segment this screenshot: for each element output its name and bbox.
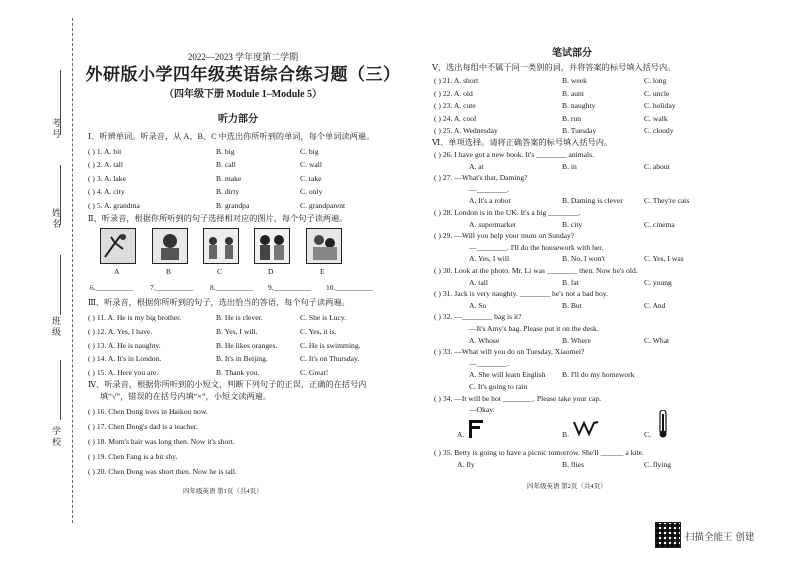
option-34c: C. bbox=[644, 430, 651, 439]
option-13b: B. He likes oranges. bbox=[216, 341, 278, 350]
option-15b: B. Thank you. bbox=[216, 368, 260, 377]
option-23c: C. holiday bbox=[644, 101, 676, 110]
question-stem: ( ) 30. Look at the photo. Mr. Li was ________ then. Now he's old. bbox=[434, 266, 638, 275]
option-15c: C. Great! bbox=[300, 368, 329, 377]
page-footer-2: 四年级英语 第2页（共4页） bbox=[527, 483, 607, 490]
option-b: B. in bbox=[562, 161, 577, 171]
answer-blank-8[interactable]: 8.__________ bbox=[210, 283, 254, 292]
page-subtitle: （四年级下册 Module 1–Module 5） bbox=[163, 89, 323, 100]
option-21b: B. week bbox=[562, 76, 587, 85]
part4-instructions-line1: Ⅳ、听录音，根据你所听到的小短文，判断下列句子的正误，正确的在括号内 bbox=[88, 380, 367, 389]
qr-code-icon bbox=[655, 522, 681, 548]
answer-blank-10[interactable]: 10.__________ bbox=[326, 283, 373, 292]
question-14: ( ) 14. A. It's in London. bbox=[88, 354, 162, 363]
answer-line: —________. bbox=[469, 358, 509, 368]
option-4b: B. dirty bbox=[216, 187, 240, 196]
question-13: ( ) 13. A. He is naughty. bbox=[88, 341, 161, 350]
part1-instructions: Ⅰ、听辨单词。听录音，从 A、B、C 中选出你所听到的单词，每个单词读两遍。 bbox=[88, 132, 375, 141]
option-12b: B. Yes, I will. bbox=[216, 327, 258, 336]
part6-instructions: Ⅵ、单项选择。请将正确答案的标号填入括号内。 bbox=[432, 138, 613, 147]
picture-e bbox=[306, 228, 342, 264]
option-c: C. about bbox=[644, 161, 670, 171]
option-1b: B. big bbox=[216, 147, 235, 156]
option-23b: B. naughty bbox=[562, 101, 596, 110]
option-c: C. They're cats bbox=[644, 196, 690, 206]
side-label-exam-number: 考号 bbox=[51, 118, 61, 140]
answer-line: A. Yes, I will bbox=[469, 254, 510, 264]
picture-label-e: E bbox=[320, 267, 325, 276]
blank-number: 10. bbox=[326, 283, 336, 292]
picture-label-c: C bbox=[217, 267, 223, 276]
option-13c: C. He is swimming. bbox=[300, 341, 361, 350]
question-18: ( ) 18. Mum's hair was long then. Now it's short. bbox=[88, 437, 235, 446]
question-19: ( ) 19. Chen Fang is a bit shy. bbox=[88, 452, 178, 461]
question-35: ( ) 35. Betty is going to have a picnic tomorrow. She'll ______ a kite. bbox=[434, 448, 644, 457]
option-b: B. Where bbox=[562, 335, 591, 345]
part2-instructions: Ⅱ、听录音，根据你所听到的句子选择相对应的图片，每个句子读两遍。 bbox=[88, 214, 348, 223]
question-stem: ( ) 29. —Will you help your mum on Sunday? bbox=[434, 231, 575, 241]
option-1c: C. big bbox=[300, 147, 319, 156]
option-12c: C. Yes, it is. bbox=[300, 327, 337, 336]
option-b: B. I'll do my homework bbox=[562, 370, 635, 380]
question-20: ( ) 20. Chen Dong was short then. Now he is tall. bbox=[88, 467, 237, 476]
question-25: ( ) 25. A. Wednesday bbox=[434, 126, 498, 135]
blank-number: 8. bbox=[210, 283, 216, 292]
answer-line: A. at bbox=[469, 161, 484, 171]
flag-icon bbox=[468, 420, 484, 438]
option-c: C. And bbox=[644, 300, 666, 310]
option-22b: B. aunt bbox=[562, 89, 584, 98]
answer-line: —________. I'll do the housework with her. bbox=[469, 242, 604, 252]
picture-label-b: B bbox=[166, 267, 172, 276]
blank-number: 6. bbox=[90, 283, 96, 292]
question-stem: ( ) 33. —What will you do on Tuesday, Xiaomei? bbox=[434, 347, 585, 357]
option-b: B. But bbox=[562, 300, 582, 310]
listening-heading: 听力部分 bbox=[218, 114, 258, 125]
option-4c: C. only bbox=[300, 187, 323, 196]
binding-line bbox=[72, 18, 73, 523]
option-3c: C. take bbox=[300, 174, 322, 183]
option-22c: C. uncle bbox=[644, 89, 670, 98]
side-label-school: 学校 bbox=[51, 426, 61, 448]
option-b: B. fat bbox=[562, 277, 579, 287]
option-5b: B. grandpa bbox=[216, 201, 250, 210]
option-34a: A. bbox=[457, 430, 465, 439]
answer-line: A. She will learn English bbox=[469, 370, 546, 380]
question-5: ( ) 5. A. grandma bbox=[88, 201, 140, 210]
option-c: C. What bbox=[644, 335, 670, 345]
question-stem: ( ) 31. Jack is very naughty. ________ he's not a bad boy. bbox=[434, 289, 608, 299]
option-21c: C. long bbox=[644, 76, 667, 85]
option-b: B. No, I won't bbox=[562, 254, 605, 264]
part3-instructions: Ⅲ、听录音，根据你所听到的句子，选出恰当的答语，每个句子读两遍。 bbox=[88, 298, 350, 307]
question-4: ( ) 4. A. city bbox=[88, 187, 125, 196]
answer-line: A. It's a robot bbox=[469, 196, 511, 206]
question-23: ( ) 23. A. cute bbox=[434, 101, 476, 110]
option-35c: C. flying bbox=[644, 460, 672, 469]
question-21: ( ) 21. A. short bbox=[434, 76, 479, 85]
option-24b: B. run bbox=[562, 114, 581, 123]
page-title: 外研版小学四年级英语综合练习题（三） bbox=[85, 65, 401, 84]
question-17: ( ) 17. Chen Dong's dad is a teacher. bbox=[88, 422, 198, 431]
option-2b: B. call bbox=[216, 160, 236, 169]
picture-a bbox=[100, 228, 136, 264]
picture-label-a: A bbox=[114, 267, 120, 276]
option-b: B. city bbox=[562, 219, 583, 229]
question-22: ( ) 22. A. old bbox=[434, 89, 473, 98]
question-24: ( ) 24. A. cool bbox=[434, 114, 477, 123]
answer-line: A. tall bbox=[469, 277, 488, 287]
question-12: ( ) 12. A. Yes, I have. bbox=[88, 327, 153, 336]
question-stem: ( ) 28. London is in the UK. It's a big ________. bbox=[434, 208, 581, 217]
question-stem: ( ) 27. —What's that, Daming? bbox=[434, 173, 528, 183]
question-16: ( ) 16. Chen Dong lives in Haikou now. bbox=[88, 407, 208, 416]
answer-line: A. supermarket bbox=[469, 219, 516, 229]
option-c: C. cinema bbox=[644, 219, 675, 229]
option-5c: C. grandparent bbox=[300, 201, 346, 210]
option-35a: A. fly bbox=[457, 460, 475, 469]
option-3b: B. make bbox=[216, 174, 242, 183]
option-11c: C. She is Lucy. bbox=[300, 313, 347, 322]
school-year: 2022—2023 学年度第二学期 bbox=[187, 52, 299, 62]
question-stem: ( ) 34. —It will be hot ________. Please take your cap. bbox=[434, 393, 602, 403]
option-b: B. Daming is clever bbox=[562, 196, 623, 206]
blank-number: 9. bbox=[268, 283, 274, 292]
option-34b: B. bbox=[562, 430, 569, 439]
option-25c: C. cloudy bbox=[644, 126, 674, 135]
zigzag-icon bbox=[573, 420, 599, 438]
writing-heading: 笔试部分 bbox=[552, 48, 592, 59]
answer-line: —It's Amy's bag. Please put it on the desk. bbox=[469, 324, 599, 333]
page-footer-1: 四年级英语 第1页（共4页） bbox=[183, 488, 263, 495]
side-line bbox=[60, 360, 61, 420]
question-11: ( ) 11. A. He is my big brother. bbox=[88, 313, 182, 322]
option-14c: C. It's on Thursday. bbox=[300, 354, 360, 363]
question-15: ( ) 15. A. Here you are. bbox=[88, 368, 159, 377]
answer-line: A. So bbox=[469, 300, 487, 310]
option-35b: B. flies bbox=[562, 460, 584, 469]
option-c: C. young bbox=[644, 277, 672, 287]
picture-label-d: D bbox=[268, 267, 274, 276]
option-11b: B. He is clever. bbox=[216, 313, 263, 322]
option-14b: B. It's in Beijing. bbox=[216, 354, 268, 363]
question-stem: ( ) 26. I have got a new book. It's ________ animals. bbox=[434, 150, 594, 159]
part5-instructions: Ⅴ、选出每组中不属于同一类别的词，并将答案的标号填入括号内。 bbox=[432, 63, 676, 72]
picture-d bbox=[254, 228, 290, 264]
option-2c: C. wall bbox=[300, 160, 322, 169]
question-3: ( ) 3. A. lake bbox=[88, 174, 126, 183]
answer-line: C. It's going to rain bbox=[469, 382, 528, 391]
question-stem: ( ) 32. —________ bag is it? bbox=[434, 312, 522, 322]
answer-blank-9[interactable]: 9.__________ bbox=[268, 283, 312, 292]
option-c: C. Yes, I was bbox=[644, 254, 684, 264]
answer-line: A. Whose bbox=[469, 335, 500, 345]
answer-blank-6[interactable]: 6.__________ bbox=[90, 283, 134, 292]
thermometer-icon bbox=[658, 410, 668, 438]
side-label-class: 班级 bbox=[51, 316, 61, 338]
option-25b: B. Tuesday bbox=[562, 126, 597, 135]
side-line bbox=[60, 255, 61, 315]
answer-line: —________. bbox=[469, 184, 509, 194]
question-2: ( ) 2. A. tall bbox=[88, 160, 124, 169]
side-label-name: 姓名 bbox=[51, 208, 61, 230]
option-24c: C. walk bbox=[644, 114, 668, 123]
picture-b bbox=[152, 228, 188, 264]
picture-c bbox=[203, 228, 239, 264]
blank-number: 7. bbox=[150, 283, 156, 292]
part4-instructions-line2: 填“√”，错误的在括号内填“×”，小短文读两遍。 bbox=[100, 392, 272, 401]
answer-line: —Okay. bbox=[469, 405, 495, 415]
question-1: ( ) 1. A. bit bbox=[88, 147, 122, 156]
answer-blank-7[interactable]: 7.__________ bbox=[150, 283, 194, 292]
scanner-watermark: 扫描全能王 创建 bbox=[685, 532, 755, 543]
